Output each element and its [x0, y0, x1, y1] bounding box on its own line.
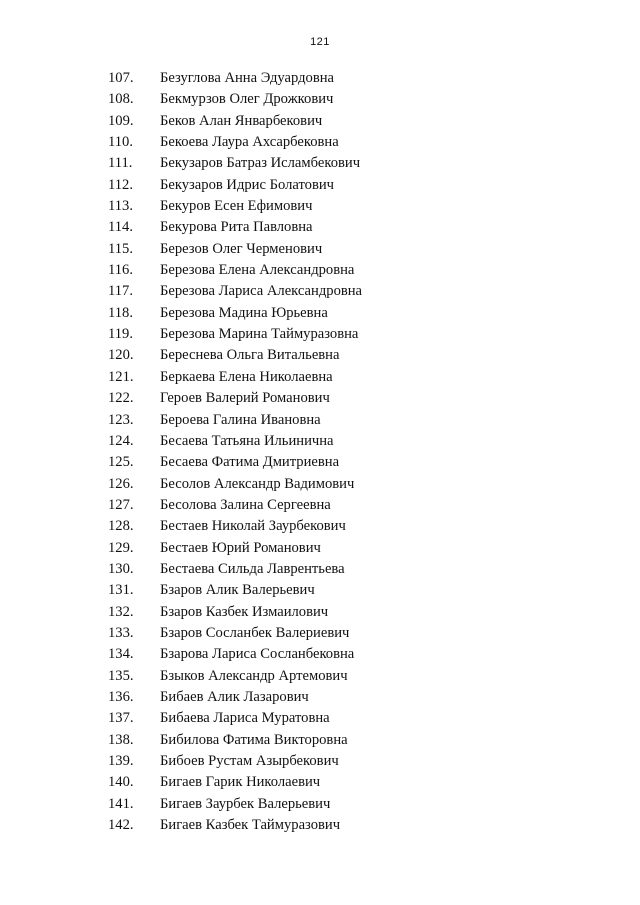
list-item	[0, 239, 640, 260]
item-number: 142.	[108, 817, 134, 834]
item-number: 121.	[108, 368, 134, 385]
person-name: Бибаева Лариса Муратовна	[160, 710, 330, 727]
item-number: 118.	[108, 304, 133, 321]
list-item	[0, 89, 640, 110]
page-number: 121	[310, 36, 330, 48]
item-number: 120.	[108, 347, 134, 364]
person-name: Беркаева Елена Николаевна	[160, 368, 333, 385]
list-item	[0, 623, 640, 644]
list-item	[0, 388, 640, 409]
list-item	[0, 196, 640, 217]
item-number: 127.	[108, 496, 134, 513]
list-item	[0, 708, 640, 729]
list-item	[0, 303, 640, 324]
list-item	[0, 260, 640, 281]
list-item	[0, 281, 640, 302]
list-item	[0, 644, 640, 665]
person-name: Бибаев Алик Лазарович	[160, 688, 309, 705]
list-item	[0, 217, 640, 238]
item-number: 115.	[108, 240, 133, 257]
item-number: 117.	[108, 283, 133, 300]
item-number: 128.	[108, 518, 134, 535]
person-name: Бибоев Рустам Азырбекович	[160, 753, 339, 769]
person-name: Березова Мадина Юрьевна	[160, 304, 328, 321]
list-item	[0, 730, 640, 751]
item-number: 141.	[108, 795, 134, 812]
list-item	[0, 324, 640, 345]
list-item	[0, 815, 640, 836]
item-number: 109.	[108, 112, 134, 129]
list-item	[0, 666, 640, 687]
item-number: 131.	[108, 582, 134, 599]
list-item	[0, 175, 640, 196]
item-number: 111.	[108, 155, 133, 172]
person-name: Березова Лариса Александровна	[160, 283, 363, 300]
person-name: Бестаев Юрий Романович	[160, 539, 321, 556]
person-name: Бзыков Александр Артемович	[160, 667, 348, 684]
list-item	[0, 153, 640, 174]
person-name: Бекоева Лаура Ахсарбековна	[160, 134, 339, 151]
list-item	[0, 751, 640, 772]
list-item	[0, 794, 640, 815]
item-number: 129.	[108, 539, 134, 556]
item-number: 113.	[108, 198, 133, 215]
person-name: Бекуров Есен Ефимович	[160, 198, 313, 215]
item-number: 134.	[108, 646, 134, 663]
list-item	[0, 452, 640, 473]
list-item	[0, 559, 640, 580]
item-number: 114.	[108, 219, 133, 236]
item-number: 123.	[108, 411, 134, 428]
item-number: 110.	[108, 134, 133, 151]
person-name: Береснева Ольга Витальевна	[160, 347, 340, 364]
list-item	[0, 580, 640, 601]
person-name: Бесаева Фатима Дмитриевна	[160, 454, 340, 471]
person-name: Бесолов Александр Вадимович	[160, 475, 355, 492]
person-name: Беков Алан Январбекович	[160, 112, 323, 129]
item-number: 139.	[108, 753, 134, 769]
list-item	[0, 111, 640, 132]
item-number: 124.	[108, 432, 134, 449]
person-name: Бестаев Николай Заурбекович	[160, 518, 346, 535]
person-name: Березова Елена Александровна	[160, 262, 355, 279]
list-item	[0, 687, 640, 708]
person-name: Березов Олег Черменович	[160, 240, 323, 257]
item-number: 125.	[108, 454, 134, 471]
list-item	[0, 474, 640, 495]
item-number: 116.	[108, 262, 133, 279]
list-item	[0, 367, 640, 388]
name-list	[0, 68, 640, 836]
person-name: Бзаров Казбек Измаилович	[160, 603, 329, 620]
item-number: 112.	[108, 176, 133, 193]
list-item	[0, 538, 640, 559]
person-name: Бигаев Заурбек Валерьевич	[160, 795, 331, 812]
list-item	[0, 68, 640, 89]
item-number: 122.	[108, 390, 134, 407]
item-number: 138.	[108, 731, 134, 748]
item-number: 132.	[108, 603, 134, 620]
list-item	[0, 431, 640, 452]
person-name: Березова Марина Таймуразовна	[160, 326, 359, 343]
list-item	[0, 495, 640, 516]
person-name: Бесаева Татьяна Ильинична	[160, 432, 334, 449]
item-number: 130.	[108, 560, 134, 577]
person-name: Бекузаров Батраз Исламбекович	[160, 155, 361, 172]
item-number: 136.	[108, 688, 134, 705]
person-name: Бероева Галина Ивановна	[160, 411, 321, 428]
list-item	[0, 516, 640, 537]
person-name: Безуглова Анна Эдуардовна	[160, 70, 335, 86]
person-name: Героев Валерий Романович	[160, 390, 330, 407]
list-item	[0, 132, 640, 153]
person-name: Бестаева Сильда Лаврентьева	[160, 560, 345, 577]
person-name: Бекузаров Идрис Болатович	[160, 176, 334, 193]
person-name: Бекурова Рита Павловна	[160, 219, 313, 236]
item-number: 119.	[108, 326, 133, 343]
item-number: 135.	[108, 667, 134, 684]
list-item	[0, 772, 640, 793]
person-name: Бигаев Гарик Николаевич	[160, 774, 321, 791]
item-number: 126.	[108, 475, 134, 492]
person-name: Бесолова Залина Сергеевна	[160, 496, 331, 513]
item-number: 140.	[108, 774, 134, 791]
list-item	[0, 602, 640, 623]
person-name: Бзаров Алик Валерьевич	[160, 582, 315, 599]
item-number: 133.	[108, 624, 134, 641]
person-name: Бзарова Лариса Сосланбековна	[160, 646, 355, 663]
person-name: Бекмурзов Олег Дрожкович	[160, 91, 334, 108]
person-name: Бзаров Сосланбек Валериевич	[160, 624, 350, 641]
list-item	[0, 345, 640, 366]
item-number: 137.	[108, 710, 134, 727]
item-number: 107.	[108, 70, 134, 86]
item-number: 108.	[108, 91, 134, 108]
person-name: Бигаев Казбек Таймуразович	[160, 817, 341, 834]
list-item	[0, 410, 640, 431]
person-name: Бибилова Фатима Викторовна	[160, 731, 348, 748]
